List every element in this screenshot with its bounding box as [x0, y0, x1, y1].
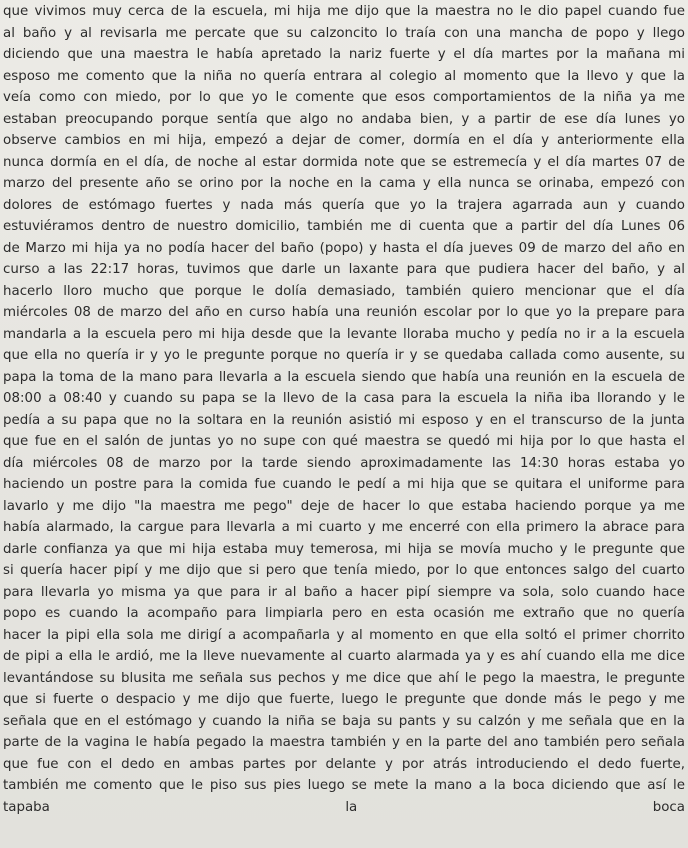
text-line: marzo del presente año se orino por la noche en la cama y ella nunca se orinaba, empezó con	[3, 176, 685, 191]
text-line: miércoles 08 de marzo del año en curso había una reunión escolar por lo que yo la prepare para	[3, 305, 685, 320]
text-line: que vivimos muy cerca de la escuela, mi hija me dijo que la maestra no le dio papel cuando fue	[3, 4, 685, 19]
text-line: que ella no quería ir y yo le pregunte porque no quería ir y se quedaba callada como ausente, su	[3, 348, 685, 363]
text-line: que si fuerte o despacio y me dijo que fuerte, luego le pregunte que donde más le pego y me	[3, 692, 685, 707]
text-line: hacerlo lloro mucho que porque le dolía demasiado, también quiero mencionar que el día	[3, 283, 685, 299]
text-line: tapaba la boca	[3, 799, 685, 815]
text-line: para llevarla yo misma ya que para ir al baño a hacer pipí siempre va sola, solo cuando hace	[3, 584, 685, 600]
text-line: también me comento que le piso sus pies luego se mete la mano a la boca diciendo que así le	[3, 778, 685, 793]
text-line: de Marzo mi hija ya no podía hacer del baño (popo) y hasta el día jueves 09 de marzo del año en	[3, 240, 685, 256]
document-text	[0, 1, 688, 818]
text-line: curso a las 22:17 horas, tuvimos que darle un laxante para que pudiera hacer del baño, y al	[3, 262, 685, 277]
text-line: observe cambios en mi hija, empezó a dejar de comer, dormía en el día y anteriormente ella	[3, 133, 685, 148]
text-line: dolores de estómago fuertes y nada más quería que yo la trajera agarrada aun y cuando	[3, 197, 685, 213]
text-line: señala que en el estómago y cuando la niña se baja su pants y su calzón y me señala que en la	[3, 713, 685, 729]
text-line: hacer la pipi ella sola me dirigí a acompañarla y al momento en que ella soltó el primer chorrito	[3, 627, 685, 643]
text-line: estuviéramos dentro de nuestro domicilio, también me di cuenta que a partir del día Lunes 06	[3, 219, 685, 234]
text-line: que fue en el salón de juntas yo no supe con qué maestra se quedó mi hija por lo que hasta el	[3, 434, 685, 449]
text-line: darle confianza ya que mi hija estaba muy temerosa, mi hija se movía mucho y le pregunte que	[3, 541, 685, 557]
text-line: popo es cuando la acompaño para limpiarla pero en esta ocasión me extraño que no quería	[3, 606, 685, 621]
text-line: que fue con el dedo en ambas partes por delante y por atrás introduciendo el dedo fuerte,	[3, 756, 685, 772]
text-line: pedía a su papa que no la soltara en la reunión asistió mi esposo y en el transcurso de la junta	[3, 412, 685, 428]
text-line: papa la toma de la mano para llevarla a la escuela siendo que había una reunión en la escuela de	[3, 369, 685, 385]
text-line: haciendo un postre para la comida fue cuando le pedí a mi hija que se quitara el uniforme para	[3, 477, 685, 492]
text-line: lavarlo y me dijo "la maestra me pego" deje de hacer lo que estaba haciendo porque ya me	[3, 498, 685, 514]
text-line: día miércoles 08 de marzo por la tarde siendo aproximadamente las 14:30 horas estaba yo	[3, 455, 685, 471]
text-line: estaban preocupando porque sentía que algo no andaba bien, y a partir de ese día lunes yo	[3, 111, 685, 127]
text-line: parte de la vagina le había pegado la maestra también y en la parte del ano también pero señala	[3, 735, 685, 750]
text-line: si quería hacer pipí y me dijo que si pero que tenía miedo, por lo que entonces salgo del cuarto	[3, 563, 685, 578]
text-line: esposo me comento que la niña no quería entrara al colegio al momento que la llevo y que la	[3, 68, 685, 84]
text-line: mandarla a la escuela pero mi hija desde que la levante lloraba mucho y pedía no ir a la escuela	[3, 326, 685, 342]
text-line: había alarmado, la cargue para llevarla a mi cuarto y me encerré con ella primero la abrace para	[3, 520, 685, 535]
text-line: de pipi a ella le ardió, me la lleve nuevamente al cuarto alarmada ya y es ahí cuando ella me dice	[3, 649, 685, 664]
text-line: levantándose su blusita me señala sus pechos y me dice que ahí le pego la maestra, le pregunte	[3, 670, 685, 686]
text-line: nunca dormía en el día, de noche al estar dormida note que se estremecía y el día martes 07 de	[3, 154, 685, 170]
text-line: diciendo que una maestra le había apretado la nariz fuerte y el día martes por la mañana mi	[3, 47, 685, 62]
text-line: 08:00 a 08:40 y cuando su papa se la llevo de la casa para la escuela la niña iba llorando y le	[3, 391, 685, 406]
text-line: al baño y al revisarla me percate que su calzoncito lo traía con una mancha de popo y llego	[3, 25, 685, 41]
text-line: veía como con miedo, por lo que yo le comente que esos comportamientos de la niña ya me	[3, 90, 685, 105]
